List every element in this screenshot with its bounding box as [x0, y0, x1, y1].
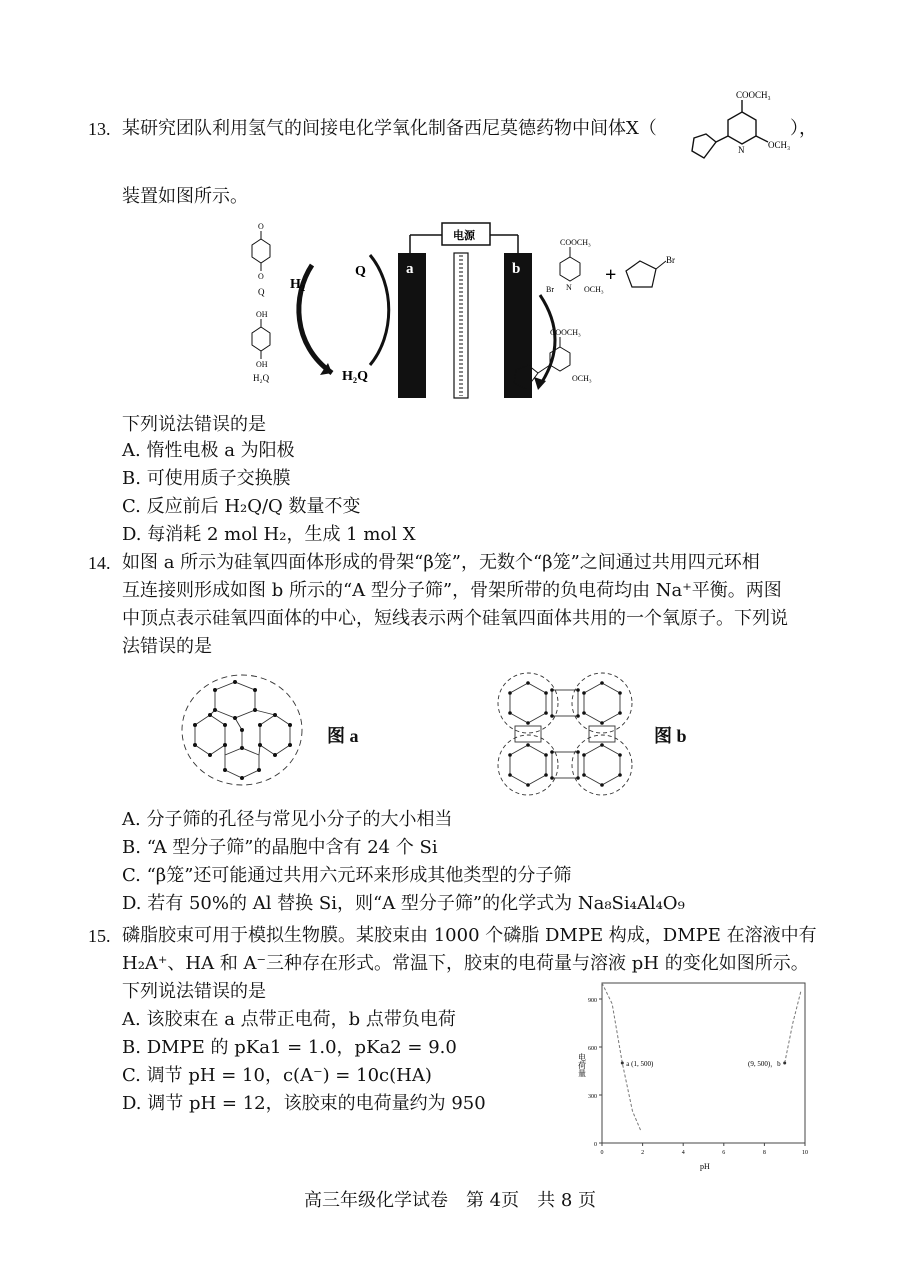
oh-top-label: OH [256, 310, 268, 319]
option-text: 分子筛的孔径与常见小分子的大小相当 [146, 809, 453, 830]
x-tick-label: 4 [681, 1150, 685, 1156]
charge-ph-chart [570, 975, 820, 1175]
figure-b-label: 图 b [654, 726, 687, 746]
q13-number: 13. [88, 119, 111, 139]
bromopyridine-structure [546, 238, 604, 294]
q14-line: 法错误的是 [122, 636, 212, 657]
q15-option-a [122, 1006, 456, 1034]
option-text: “β笼”还可能通过共用六元环来形成其他类型的分子筛 [146, 865, 572, 886]
q13-option-a [122, 437, 295, 465]
y-axis-label: 电荷量 [577, 1053, 587, 1077]
option-text: DMPE 的 pKa1 = 1.0，pKa2 = 9.0 [146, 1037, 457, 1058]
series-line-right-branch [785, 991, 801, 1063]
y-tick-label: 300 [588, 1094, 597, 1100]
annotation-label: (9, 500)，b [748, 1060, 781, 1068]
electrolysis-diagram [220, 215, 680, 405]
q14-option-c [122, 862, 571, 890]
option-text: 惰性电极 a 为阳极 [146, 440, 295, 461]
x-axis-label: pH [700, 1162, 710, 1171]
annotation-label: a (1, 500) [626, 1060, 654, 1068]
q13-option-b [122, 465, 291, 493]
q14-option-a [122, 806, 452, 834]
och3-2-label: OCH₃ [584, 285, 604, 294]
figure-a-label: 图 a [327, 726, 359, 746]
cooch3-2-label: COOCH₃ [560, 238, 591, 247]
q15-number: 15. [88, 926, 111, 946]
q-label: Q [355, 264, 366, 279]
br-label: Br [546, 285, 554, 294]
hydroquinone-structure [252, 310, 270, 383]
annotation-point [783, 1062, 786, 1065]
q14-line: 互连接则形成如图 b 所示的“A 型分子筛”，骨架所带的负电荷均由 Na⁺平衡。两图 [122, 580, 782, 601]
h2-label: H₂ [290, 277, 306, 292]
n2-label: N [566, 283, 572, 292]
plus-sign: + [605, 264, 617, 286]
option-label: A. [122, 440, 141, 461]
q15-line: H₂A⁺、HA 和 A⁻三种存在形式。常温下，胶束的电荷量与溶液 pH 的变化如图所示。 [122, 953, 809, 974]
option-text: 可使用质子交换膜 [146, 468, 291, 489]
o-top-label: O [258, 222, 264, 231]
x-tick-label: 10 [802, 1150, 808, 1156]
q15-option-c [122, 1062, 432, 1090]
y-tick-label: 0 [594, 1142, 597, 1148]
option-label: D. [122, 524, 142, 545]
q15-line: 磷脂胶束可用于模拟生物膜。某胶束由 1000 个磷脂 DMPE 构成，DMPE 在溶液中有 [122, 925, 817, 946]
option-label: C. [122, 865, 141, 886]
br-2-label: Br [666, 255, 675, 265]
cooch3-label: COOCH₃ [736, 90, 771, 100]
q13-stem: 某研究团队利用氢气的间接电化学氧化制备西尼莫德药物中间体X（ [122, 118, 657, 139]
o-bottom-label: O [258, 272, 264, 281]
option-text: 调节 pH = 10，c(A⁻) = 10c(HA) [146, 1065, 432, 1086]
x-tick-label: 6 [722, 1150, 726, 1156]
quinone-structure [252, 222, 270, 297]
series-line-left-branch [602, 983, 641, 1130]
beta-cage-figure [175, 670, 310, 790]
x-tick-label: 8 [762, 1150, 766, 1156]
n-label: N [738, 145, 745, 155]
q14-line: 如图 a 所示为硅氧四面体形成的骨架“β笼”，无数个“β笼”之间通过共用四元环相 [122, 552, 760, 573]
q14-line: 中顶点表示硅氧四面体的中心，短线表示两个硅氧四面体共用的一个氧原子。下列说 [122, 608, 788, 629]
q13-option-d [122, 521, 416, 549]
y-tick-label: 900 [588, 998, 597, 1004]
q15-option-d [122, 1090, 486, 1118]
q15-option-b [122, 1034, 457, 1062]
y-tick-label: 600 [588, 1046, 597, 1052]
power-label: 电源 [453, 230, 475, 242]
electrode-b-label: b [512, 261, 521, 277]
x-tick-label: 0 [600, 1150, 604, 1156]
q13-question: 下列说法错误的是 [122, 414, 266, 435]
option-text: 若有 50%的 Al 替换 Si，则“A 型分子筛”的化学式为 Na₈Si₄Al₄O₉ [147, 893, 685, 914]
oh-bottom-label: OH [256, 360, 268, 369]
q14-option-b [122, 834, 438, 862]
q14-option-d [122, 890, 685, 918]
option-text: “A 型分子筛”的晶胞中含有 24 个 Si [146, 837, 438, 858]
q13-stem-end: ）， [790, 118, 817, 139]
option-label: A. [122, 1009, 141, 1030]
option-label: B. [122, 468, 141, 489]
h2q-label: H₂Q [342, 369, 368, 384]
compound-x-structure [676, 80, 806, 170]
struct-h2q-label: H₂Q [253, 373, 270, 383]
page-footer: 高三年级化学试卷 第 4页 共 8 页 [303, 1190, 597, 1211]
electrode-a-label: a [406, 261, 414, 277]
option-text: 每消耗 2 mol H₂，生成 1 mol X [147, 524, 416, 545]
option-text: 该胶束在 a 点带正电荷，b 点带负电荷 [146, 1009, 456, 1030]
option-text: 反应前后 H₂Q/Q 数量不变 [146, 496, 361, 517]
option-text: 调节 pH = 12，该胶束的电荷量约为 950 [147, 1093, 486, 1114]
option-label: B. [122, 837, 141, 858]
struct-q-label: Q [258, 287, 265, 297]
och3-label: OCH₃ [768, 140, 791, 150]
q14-number: 14. [88, 553, 111, 573]
q15-line: 下列说法错误的是 [122, 981, 266, 1002]
q13-line2: 装置如图所示。 [122, 186, 248, 207]
cooch3-3-label: COOCH₃ [550, 328, 581, 337]
zeolite-a-figure [490, 668, 640, 798]
option-label: D. [122, 893, 142, 914]
option-label: A. [122, 809, 141, 830]
option-label: B. [122, 1037, 141, 1058]
option-label: D. [122, 1093, 142, 1114]
annotation-point [621, 1062, 624, 1065]
q13-option-c [122, 493, 361, 521]
och3-3-label: OCH₃ [572, 374, 592, 383]
x-tick-label: 2 [641, 1150, 645, 1156]
option-label: C. [122, 1065, 141, 1086]
bromocyclopentane-structure [626, 255, 675, 287]
option-label: C. [122, 496, 141, 517]
